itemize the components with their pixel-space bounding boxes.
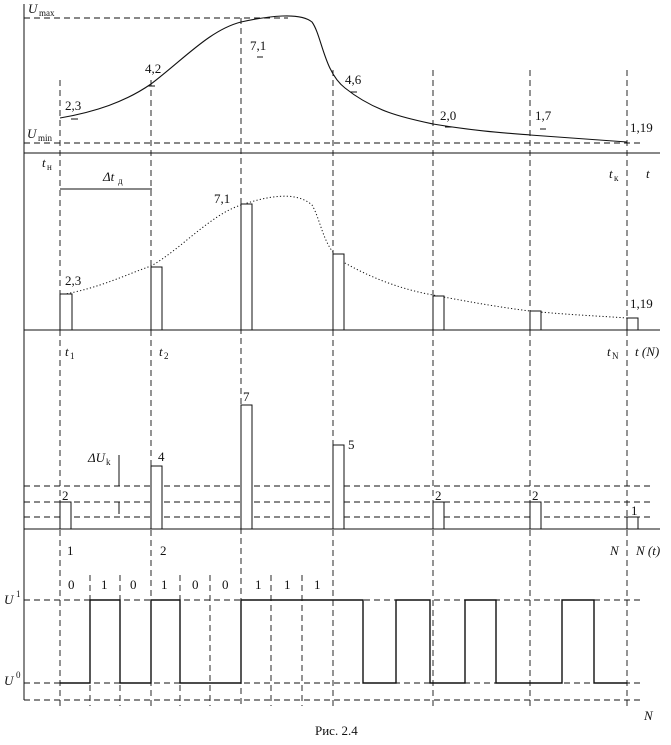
quant-label-2: 4 — [158, 449, 165, 464]
sample-value-6: 1,7 — [535, 108, 552, 123]
sample-value-5: 2,0 — [440, 108, 457, 123]
sample-value-1: 2,3 — [65, 98, 82, 113]
analog-curve — [60, 16, 627, 142]
t2-sub: 2 — [164, 351, 169, 361]
binary-signal — [60, 600, 627, 683]
umax-sub: max — [39, 8, 55, 18]
delta-u-sub: k — [106, 457, 111, 467]
tN-label: t — [607, 344, 611, 359]
quant-bar-2 — [151, 466, 162, 529]
t-end-label: t — [609, 166, 613, 181]
t-start-label: t — [42, 155, 46, 170]
sample-bar-7 — [627, 318, 638, 330]
quant-bar-3 — [241, 405, 252, 529]
t-end-sub: к — [614, 173, 619, 183]
sample-value-4: 4,6 — [345, 72, 362, 87]
bit-dividers — [90, 575, 302, 706]
quant-label-7: 1 — [631, 503, 638, 518]
t1-sub: 1 — [70, 351, 75, 361]
sample-bar-6 — [530, 311, 541, 330]
sample-tick-marks — [71, 57, 546, 129]
quant-label-3: 7 — [243, 389, 250, 404]
sample-value-2: 4,2 — [145, 61, 162, 76]
index-label-1: 1 — [67, 543, 74, 558]
umax-label: U — [28, 1, 38, 16]
bit-label-3: 0 — [130, 577, 137, 592]
delta-t-label: Δt — [103, 169, 115, 184]
quant-bar-4 — [333, 445, 344, 529]
u-one-label: U — [4, 592, 14, 607]
delta-u-label: ΔU — [88, 450, 106, 465]
bit-label-9: 1 — [314, 577, 321, 592]
bit-label-4: 1 — [161, 577, 168, 592]
quant-bar-7 — [627, 517, 638, 529]
figure-caption: Рис. 2.4 — [315, 723, 358, 738]
panel-sampled-signal — [24, 191, 660, 361]
t-start-sub: н — [47, 162, 52, 172]
t2-label: t — [159, 344, 163, 359]
sample-value-3: 7,1 — [250, 38, 267, 53]
bar-value-1: 2,3 — [65, 273, 82, 288]
panel4-axis-label: N — [644, 708, 653, 723]
delta-t-sub: д — [118, 176, 123, 186]
index-label-N: N — [610, 543, 619, 558]
index-label-2: 2 — [160, 543, 167, 558]
u-zero-label: U — [4, 673, 14, 688]
tN-sub: N — [612, 351, 619, 361]
umin-label: U — [27, 126, 37, 141]
panel-analog-signal — [24, 1, 660, 700]
bit-label-1: 0 — [68, 577, 75, 592]
bit-label-6: 0 — [222, 577, 229, 592]
quant-label-4: 5 — [348, 437, 355, 452]
panel-quantized-levels — [24, 389, 660, 558]
quant-bar-6 — [530, 502, 541, 529]
u-one-sup: 1 — [16, 589, 21, 599]
sample-value-7: 1,19 — [630, 120, 653, 135]
panel1-t-axis-label: t — [646, 166, 650, 181]
u-zero-sup: 0 — [16, 670, 21, 680]
quant-bar-5 — [433, 502, 444, 529]
umin-sub: min — [38, 133, 53, 143]
quant-label-5: 2 — [435, 488, 442, 503]
bit-label-8: 1 — [284, 577, 291, 592]
quant-label-6: 2 — [532, 488, 539, 503]
panel2-axis-label: t (N) — [635, 344, 660, 359]
t1-label: t — [65, 344, 69, 359]
bit-label-2: 1 — [101, 577, 108, 592]
panel-binary-code — [4, 575, 654, 723]
sample-bar-2 — [151, 267, 162, 330]
bar-value-7: 1,19 — [630, 296, 653, 311]
bit-label-5: 0 — [192, 577, 199, 592]
quant-bar-1 — [60, 502, 71, 529]
panel3-axis-label: N (t) — [636, 543, 661, 558]
sample-bar-1 — [60, 294, 72, 330]
sample-bar-3 — [241, 204, 252, 330]
quant-label-1: 2 — [62, 488, 69, 503]
sample-bar-4 — [333, 254, 344, 330]
bit-label-7: 1 — [255, 577, 262, 592]
sample-bar-5 — [433, 296, 444, 330]
bar-value-3: 7,1 — [214, 191, 231, 206]
